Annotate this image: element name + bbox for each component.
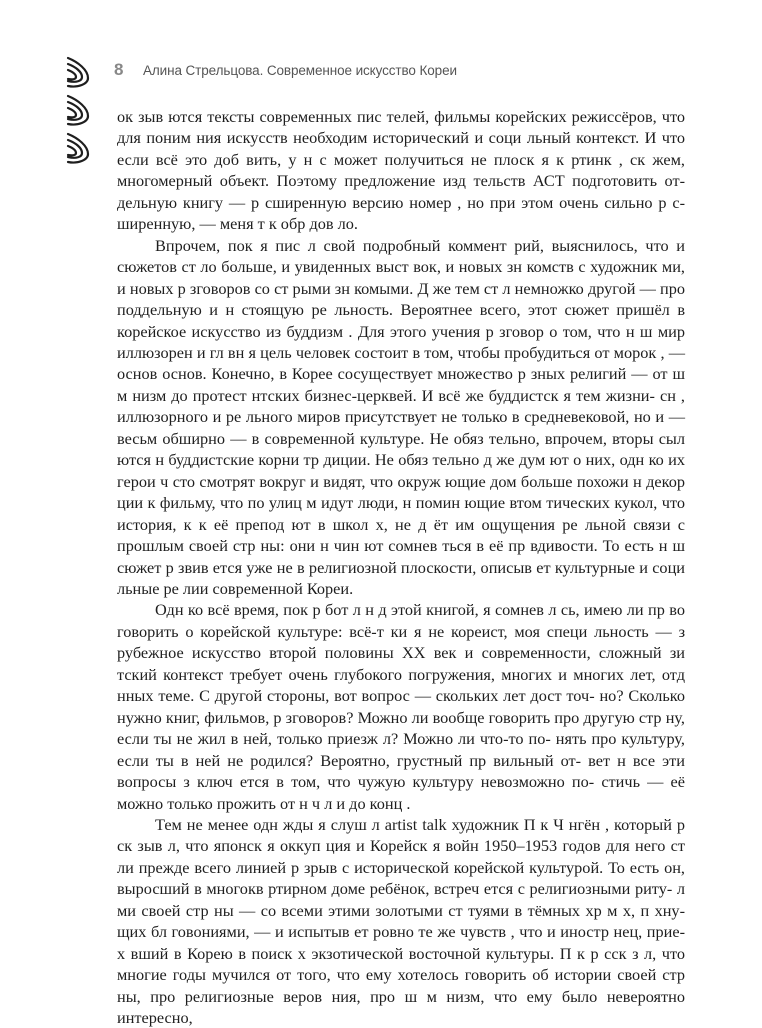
paragraph: Одн ко всё время, пок р бот л н д этой книгой, я сомнев л сь, имею ли пр во говорить о корейской культуре: всё-т ки я не кореист, моя специ льность — з рубежное искусство второй половины XX век и современности, сложный зи тский контекст требует очень глубокого погружения, многих и многих лет, отд нных теме. С другой стороны, вот вопрос — скольких лет дост точ- но? Сколько нужно книг, фильмов, р зговоров? Можно ли вообще говорить про другую стр ну, если ты не жил в ней, только приезж л? Можно ли что-то по- нять про культуру, если ты в ней не родился? Вероятно, грустный пр вильный от- вет н все эти вопросы з ключ ется в том, что чужую культуру невозможно по- стичь — её можно только прожить от н ч л и до конц .: [117, 600, 686, 813]
page-number: 8: [114, 60, 124, 79]
paragraph: Тем не менее одн жды я слуш л artist talk художник П к Ч нгён , который р ск зыв л, что японск я оккуп ция и Корейск я войн 1950–1953 годов для него ст ли прежде всего линией р зрыв с исторической корейской культурой. То есть он, выросший в многокв ртирном доме ребёнок, встреч ется с религиозными риту- л ми своей стр ны — со всеми этими золотыми ст туями в тёмных хр м х, п хну- щих бл говониями, — и испытыв ет ровно те же чувств , что и иностр нец, прие- х вший в Корею в поиск х экзотической восточной культуры. П к р сск з л, что многие годы мучился от того, что ему хотелось говорить об истории своей стр ны, про религиозные веров ния, про ш м низм, что ему было невероятно интересно,: [117, 814, 685, 1028]
body-text: [117, 106, 685, 1028]
page-header: [0, 59, 762, 83]
paragraph: Впрочем, пок я пис л свой подробный коммент рий, выяснилось, что и сюжетов ст ло больше, и увиденных выст вок, и новых зн комств с художник ми, и новых р зговоров со ст рыми зн комыми. Д же тем ст л немножко другой — про поддельную и н стоящую ре льность. Вероятнее всего, этот сюжет пришёл в корейское искусство из буддизм . Для этого учения р зговор о том, что н ш мир иллюзорен и гл вн я цель человек состоит в том, чтобы пробудиться от морок , — основ основ. Конечно, в Корее сосуществует множество р зных религий — от ш м низм до протест нтских бизнес-церквей. И всё же буддистск я тем жизни- сн , иллюзорного и ре льного миров присутствует не только в средневековой, но и — весьм обширно — в современной культуре. Не обяз тельно, впрочем, вторы сыл ются н буддистские корни тр диции. Не обяз тельно д же дум ют о них, одн ко их герои ч сто смотрят вокруг и видят, что окруж ющие дом больше похожи н декор ции к фильму, что по улиц м идут люди, н помин ющие втом тических кукол, что история, к к её препод ют в школ х, не д ёт им ощущения ре льной связи с прошлым своей стр ны: они н чин ют сомнев ться в её пр вдивости. То есть н ш сюжет р звив ется уже не в религиозной плоскости, описыв ет культурные и соци льные ре лии современной Кореи.: [117, 235, 686, 598]
running-head: Алина Стрельцова. Современное искусство Кореи: [143, 63, 457, 78]
paragraph: ок зыв ются тексты современных пис телей, фильмы корейских режиссёров, что для поним ния искусств необходим исторический и соци льный контекст. И что если всё это доб вить, у н с может получиться не плоск я к ртинк , ск жем, многомерный объект. Поэтому предложение изд тельств АСТ подготовить от- дельную книгу — р сширенную версию номер , но при этом очень сильно р с- ширенную, — меня т к обр дов ло.: [117, 107, 685, 234]
